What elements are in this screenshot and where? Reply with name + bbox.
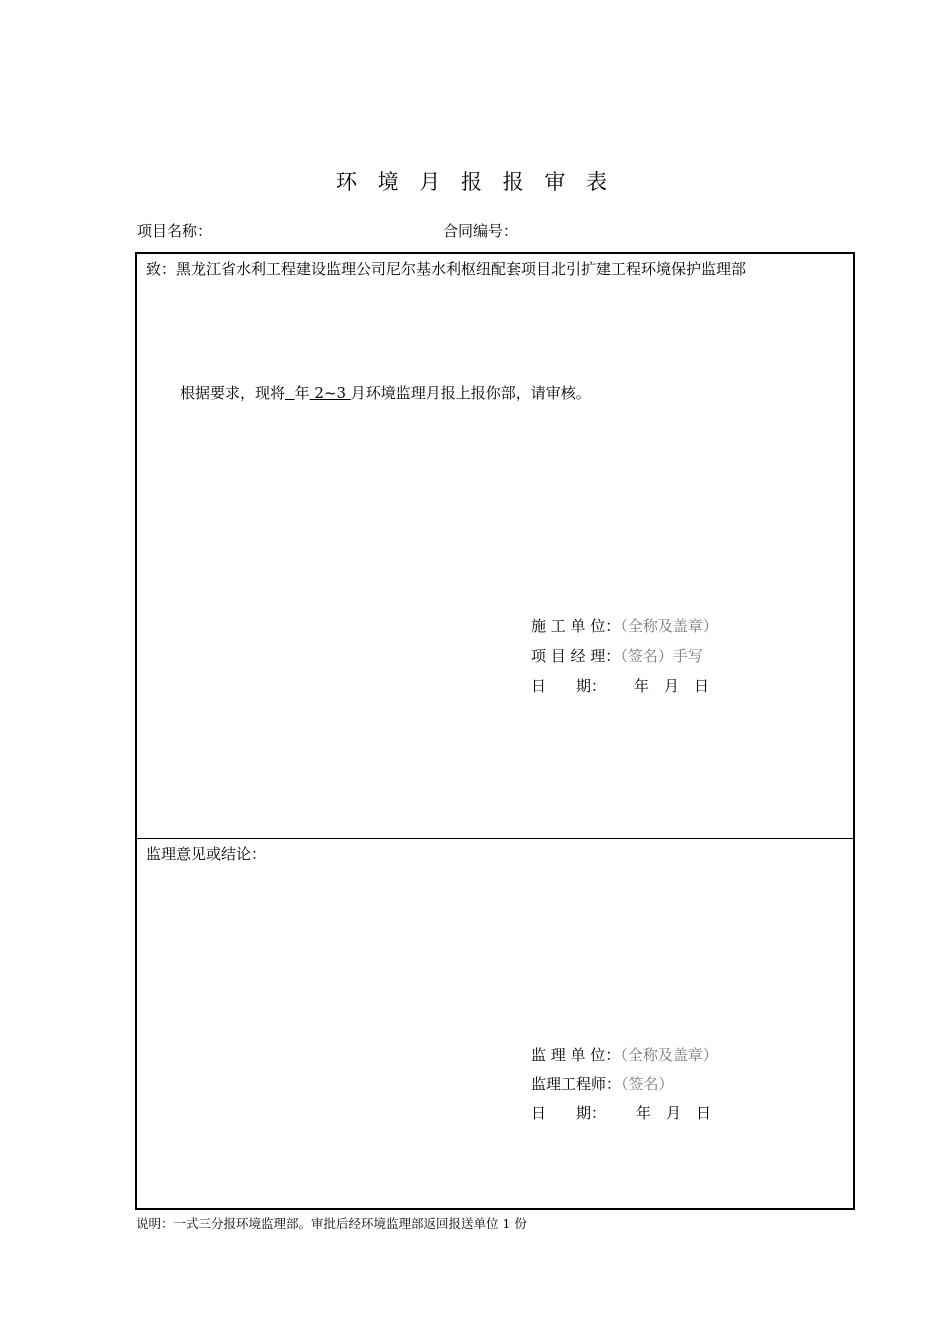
supervision-unit-hint: （全称及盖章） xyxy=(620,1046,718,1064)
year-char: 年 xyxy=(294,384,310,402)
supervision-date-ymd: 年 月 日 xyxy=(636,1104,712,1122)
addressee-line: 致：黑龙江省水利工程建设监理公司尼尔基水利枢纽配套项目北引扩建工程环境保护监理部 xyxy=(146,260,747,278)
construction-date-ymd: 年 月 日 xyxy=(634,677,710,695)
contract-number-label: 合同编号： xyxy=(443,222,519,240)
construction-date-row xyxy=(531,675,709,696)
form-title: 环 境 月 报 报 审 表 xyxy=(335,170,615,194)
construction-unit-hint: （全称及盖章） xyxy=(620,617,718,635)
year-blank xyxy=(285,384,295,402)
supervision-engineer-hint: （签名） xyxy=(621,1075,674,1093)
project-name-label: 项目名称： xyxy=(137,222,213,240)
approval-form-table xyxy=(135,252,855,1210)
submission-statement xyxy=(180,382,591,403)
supervision-date-label: 日 期： xyxy=(531,1104,607,1122)
supervision-unit-label: 监 理 单 位： xyxy=(531,1046,621,1064)
supervision-unit-row xyxy=(531,1044,718,1065)
project-manager-hint: （签名）手写 xyxy=(620,647,703,665)
construction-date-label: 日 期： xyxy=(531,677,607,695)
statement-suffix: 月环境监理月报上报你部，请审核。 xyxy=(350,384,591,402)
supervision-date-row xyxy=(531,1102,711,1123)
footnote: 说明：一式三分报环境监理部。审批后经环境监理部返回报送单位 1 份 xyxy=(136,1216,527,1231)
statement-prefix: 根据要求，现将 xyxy=(180,384,286,402)
construction-unit-label: 施 工 单 位： xyxy=(531,617,621,635)
supervision-engineer-row xyxy=(531,1073,674,1094)
section-divider xyxy=(137,838,853,839)
construction-unit-row xyxy=(531,615,718,636)
supervision-engineer-label: 监理工程师： xyxy=(531,1075,622,1093)
months-value: 2~3 xyxy=(309,384,351,402)
project-manager-row xyxy=(531,645,703,666)
supervision-opinion-label: 监理意见或结论： xyxy=(146,845,267,863)
project-manager-label: 项 目 经 理： xyxy=(531,647,621,665)
